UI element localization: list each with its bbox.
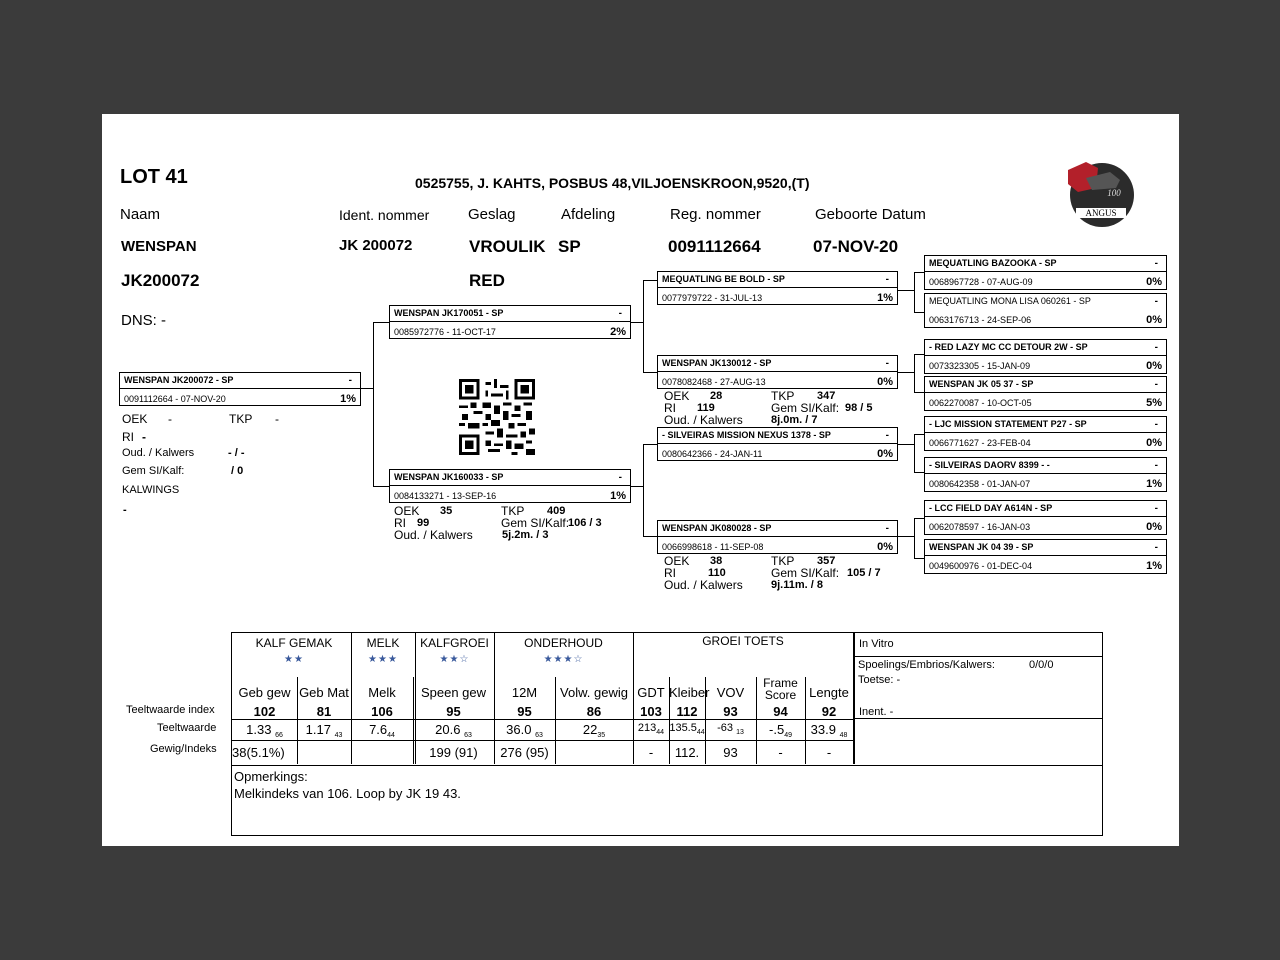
ebv-table bbox=[231, 632, 1103, 836]
stars-kalf-gemak: ★★ bbox=[284, 654, 304, 665]
spoelings-value: 0/0/0 bbox=[1029, 659, 1054, 671]
subject-gem-value: / 0 bbox=[231, 465, 244, 477]
box-name: - LCC FIELD DAY A614N - SP bbox=[929, 503, 1053, 513]
lot-sheet bbox=[102, 114, 1179, 846]
owner-info: 0525755, J. KAHTS, POSBUS 48,VILJOENSKROON,9520,(T) bbox=[415, 175, 810, 191]
box-pct: 0% bbox=[1146, 437, 1162, 449]
box-name: - SILVEIRAS MISSION NEXUS 1378 - SP bbox=[662, 430, 831, 440]
gp2-tkp-value: 347 bbox=[817, 390, 836, 402]
connector bbox=[373, 486, 389, 487]
box-name: WENSPAN JK 04 39 - SP bbox=[929, 542, 1034, 552]
animal-dob: 07-NOV-20 bbox=[813, 237, 899, 256]
box-dash: - bbox=[1154, 419, 1158, 430]
gp4-gem-value: 105 / 7 bbox=[847, 567, 881, 579]
gp2-gem-label: Gem SI/Kalf: bbox=[771, 401, 840, 415]
row-label-gewig: Gewig/Indeks bbox=[150, 743, 217, 755]
animal-name: WENSPAN bbox=[121, 238, 197, 255]
col-geb-gew: Geb gew bbox=[238, 685, 291, 700]
gp4-tkp-value: 357 bbox=[817, 555, 836, 567]
connector bbox=[914, 518, 924, 519]
col-geb-mat: Geb Mat bbox=[299, 685, 349, 700]
lot-number: LOT 41 bbox=[120, 166, 188, 188]
box-sub: 0062270087 - 10-OCT-05 bbox=[929, 398, 1032, 408]
tw-speen-gew bbox=[413, 722, 494, 739]
subject-gem-label: Gem SI/Kalf: bbox=[122, 465, 185, 477]
gp4-ri-label: RI bbox=[664, 566, 676, 580]
index-melk: 106 bbox=[371, 704, 393, 719]
toetse-label: Toetse: - bbox=[858, 674, 901, 686]
gewig-frame-score: - bbox=[778, 745, 783, 760]
box-name: WENSPAN JK130012 - SP bbox=[662, 358, 772, 368]
great-grandparent-box bbox=[924, 376, 1167, 411]
box-sub: 0078082468 - 27-AUG-13 bbox=[662, 377, 766, 387]
tw-accuracy: 49 bbox=[784, 732, 792, 739]
header-ident: Ident. nommer bbox=[339, 207, 430, 223]
gp4-oek-label: OEK bbox=[664, 554, 690, 568]
connector bbox=[914, 272, 924, 273]
subject-ri-value: - bbox=[142, 430, 146, 444]
header-geslag: Geslag bbox=[468, 206, 516, 223]
connector bbox=[643, 536, 657, 537]
gp2-oek-label: OEK bbox=[664, 389, 690, 403]
box-pct: 0% bbox=[877, 376, 893, 388]
connector bbox=[643, 280, 657, 281]
spoelings-label: Spoelings/Embrios/Kalwers: bbox=[858, 659, 995, 671]
gewig-gdt: - bbox=[648, 745, 654, 760]
animal-section: SP bbox=[558, 237, 581, 256]
connector bbox=[898, 536, 914, 537]
connector bbox=[914, 518, 915, 558]
connector bbox=[914, 312, 924, 313]
tw-value: 33.9 bbox=[810, 722, 836, 737]
table-rule bbox=[854, 633, 855, 764]
index-lengte: 92 bbox=[821, 704, 837, 719]
index-vov: 93 bbox=[723, 704, 738, 719]
index-volw-gewig: 86 bbox=[586, 704, 602, 719]
tw-accuracy: 48 bbox=[839, 732, 848, 739]
gp4-oud-value: 9j.11m. / 8 bbox=[771, 579, 823, 591]
gp4-oek-value: 38 bbox=[710, 555, 723, 567]
header-reg: Reg. nommer bbox=[670, 206, 761, 223]
col-frame-score: Frame Score bbox=[763, 676, 798, 702]
box-dash: - bbox=[618, 472, 622, 483]
dam-oek-label: OEK bbox=[394, 504, 420, 518]
gp2-gem-value: 98 / 5 bbox=[845, 402, 873, 414]
connector bbox=[631, 486, 643, 487]
table-rule bbox=[232, 765, 1102, 766]
gewig-geb-gew: 38(5.1%) bbox=[232, 745, 285, 760]
subject-kalwings-value: - bbox=[123, 504, 127, 516]
animal-color: RED bbox=[469, 271, 505, 290]
box-sub: 0062078597 - 16-JAN-03 bbox=[929, 522, 1031, 532]
tw-value: 22 bbox=[582, 722, 598, 737]
tw-volw-gewig bbox=[555, 722, 633, 739]
tw-accuracy: 35 bbox=[597, 732, 606, 739]
box-name: - LJC MISSION STATEMENT P27 - SP bbox=[929, 419, 1087, 429]
box-dash: - bbox=[618, 308, 622, 319]
tw-value: 213 bbox=[637, 722, 657, 734]
tw-12m bbox=[494, 722, 555, 739]
animal-sex: VROULIK bbox=[469, 237, 546, 256]
connector bbox=[898, 372, 914, 373]
box-pct: 2% bbox=[610, 326, 626, 338]
connector bbox=[373, 322, 389, 323]
group-groei-toets: GROEI TOETS bbox=[702, 634, 784, 648]
tw-accuracy: 43 bbox=[334, 732, 343, 739]
box-name: WENSPAN JK170051 - SP bbox=[394, 308, 504, 318]
header-afdeling: Afdeling bbox=[561, 206, 616, 223]
grandparent-box bbox=[657, 355, 898, 389]
box-dash: - bbox=[1154, 379, 1158, 390]
dam-tkp-label: TKP bbox=[501, 504, 525, 518]
animal-dns: DNS: - bbox=[121, 312, 166, 329]
remarks-text: Melkindeks van 106. Loop by JK 19 43. bbox=[234, 786, 461, 801]
table-rule bbox=[232, 740, 853, 741]
tw-value: 7.6 bbox=[369, 722, 388, 737]
col-lengte: Lengte bbox=[809, 685, 849, 700]
box-pct: 0% bbox=[1146, 360, 1162, 372]
index-gdt: 103 bbox=[640, 704, 662, 719]
col-volw-gewig: Volw. gewig bbox=[560, 685, 628, 700]
qr-code bbox=[458, 379, 536, 455]
table-rule bbox=[232, 719, 853, 720]
header-geboorte: Geboorte Datum bbox=[815, 206, 926, 223]
box-sub: 0066998618 - 11-SEP-08 bbox=[662, 542, 764, 552]
dam-box bbox=[389, 469, 631, 503]
box-pct: 5% bbox=[1146, 397, 1162, 409]
tw-value: 20.6 bbox=[435, 722, 461, 737]
box-dash: - bbox=[885, 274, 889, 285]
header-naam: Naam bbox=[120, 206, 161, 223]
connector bbox=[914, 272, 915, 312]
inent-label: Inent. - bbox=[859, 706, 894, 718]
subject-oek-value: - bbox=[168, 412, 172, 426]
tw-frame-score bbox=[756, 722, 805, 739]
grandparent-box bbox=[657, 271, 898, 305]
box-dash: - bbox=[1154, 460, 1158, 471]
box-dash: - bbox=[1154, 542, 1158, 553]
svg-text:ANGUS: ANGUS bbox=[1085, 208, 1117, 218]
tw-accuracy: 44 bbox=[387, 732, 395, 739]
great-grandparent-box bbox=[924, 416, 1167, 451]
animal-reg: 0091112664 bbox=[668, 237, 761, 256]
tw-geb-mat bbox=[297, 722, 351, 739]
great-grandparent-box bbox=[924, 500, 1167, 535]
tw-melk bbox=[351, 722, 413, 739]
connector bbox=[643, 372, 657, 373]
tw-value: -.5 bbox=[769, 722, 785, 737]
great-grandparent-box bbox=[924, 293, 1167, 328]
great-grandparent-box bbox=[924, 339, 1167, 374]
in-vitro-label: In Vitro bbox=[859, 638, 894, 650]
group-onderhoud: ONDERHOUD bbox=[524, 636, 603, 650]
connector bbox=[898, 444, 914, 445]
gp2-oud-value: 8j.0m. / 7 bbox=[771, 414, 818, 426]
subject-ri-label: RI bbox=[122, 430, 134, 444]
dam-oud-value: 5j.2m. / 3 bbox=[502, 529, 549, 541]
box-name: - RED LAZY MC CC DETOUR 2W - SP bbox=[929, 342, 1088, 352]
box-sub: 0077979722 - 31-JUL-13 bbox=[662, 293, 763, 303]
box-pct: 1% bbox=[877, 292, 893, 304]
row-label-tw: Teeltwaarde bbox=[157, 722, 217, 734]
gewig-vov: 93 bbox=[723, 745, 738, 760]
table-rule bbox=[854, 718, 1102, 719]
box-dash: - bbox=[348, 375, 352, 386]
col-gdt: GDT bbox=[637, 685, 665, 700]
box-name: WENSPAN JK 05 37 - SP bbox=[929, 379, 1034, 389]
gp4-oud-label: Oud. / Kalwers bbox=[664, 578, 743, 592]
box-sub: 0066771627 - 23-FEB-04 bbox=[929, 438, 1031, 448]
box-sub: 0049600976 - 01-DEC-04 bbox=[929, 561, 1033, 571]
dam-gem-value: 106 / 3 bbox=[568, 517, 602, 529]
subject-pedigree-box bbox=[119, 372, 361, 406]
box-dash: - bbox=[1154, 342, 1158, 353]
box-pct: 1% bbox=[340, 393, 356, 405]
subject-tkp-value: - bbox=[275, 412, 279, 426]
gp2-tkp-label: TKP bbox=[771, 389, 795, 403]
tw-lengte bbox=[805, 722, 853, 739]
gewig-speen-gew: 199 (91) bbox=[429, 745, 478, 760]
great-grandparent-box bbox=[924, 255, 1167, 290]
col-12m: 12M bbox=[511, 685, 538, 700]
gp4-tkp-label: TKP bbox=[771, 554, 795, 568]
svg-text:100: 100 bbox=[1107, 188, 1121, 198]
index-geb-mat: 81 bbox=[316, 704, 332, 719]
subject-oud-label: Oud. / Kalwers bbox=[122, 447, 195, 459]
col-melk: Melk bbox=[368, 685, 396, 700]
connector bbox=[373, 322, 374, 486]
box-pct: 0% bbox=[1146, 521, 1162, 533]
box-dash: - bbox=[885, 430, 889, 441]
tw-vov bbox=[705, 722, 756, 736]
row-label-index: Teeltwaarde index bbox=[126, 704, 215, 716]
index-kleiber: 112 bbox=[676, 704, 698, 719]
col-vov: VOV bbox=[716, 685, 745, 700]
box-sub: 0085972776 - 11-OCT-17 bbox=[394, 327, 496, 337]
connector bbox=[643, 444, 644, 536]
animal-code: JK200072 bbox=[121, 271, 200, 290]
col-kleiber: Kleiber bbox=[669, 685, 710, 700]
connector bbox=[631, 322, 643, 323]
connector bbox=[914, 354, 915, 392]
box-dash: - bbox=[885, 358, 889, 369]
box-pct: 0% bbox=[877, 541, 893, 553]
box-sub: 0080642366 - 24-JAN-11 bbox=[662, 449, 763, 459]
tw-accuracy: 63 bbox=[464, 732, 472, 739]
animal-ident: JK 200072 bbox=[339, 237, 413, 254]
box-name: MEQUATLING BE BOLD - SP bbox=[662, 274, 785, 284]
tw-value: 1.33 bbox=[246, 722, 272, 737]
tw-accuracy: 66 bbox=[275, 732, 283, 739]
subject-oek-label: OEK bbox=[122, 412, 148, 426]
angus-logo bbox=[1062, 158, 1140, 228]
box-name: MEQUATLING BAZOOKA - SP bbox=[929, 258, 1057, 268]
box-name: - SILVEIRAS DAORV 8399 - - bbox=[929, 460, 1050, 470]
box-sub: 0091112664 - 07-NOV-20 bbox=[124, 394, 226, 404]
gp4-gem-label: Gem SI/Kalf: bbox=[771, 566, 840, 580]
connector bbox=[643, 280, 644, 372]
stars-melk: ★★★ bbox=[368, 654, 398, 665]
stars-onderhoud: ★★★☆ bbox=[543, 654, 584, 665]
box-sub: 0063176713 - 24-SEP-06 bbox=[929, 315, 1032, 325]
box-pct: 1% bbox=[610, 490, 626, 502]
sire-box bbox=[389, 305, 631, 339]
dam-ri-value: 99 bbox=[417, 517, 430, 529]
subject-oud-value: - / - bbox=[228, 447, 245, 459]
gp2-ri-label: RI bbox=[664, 401, 676, 415]
box-sub: 0073323305 - 15-JAN-09 bbox=[929, 361, 1031, 371]
box-sub: 0080642358 - 01-JAN-07 bbox=[929, 479, 1031, 489]
gp2-oud-label: Oud. / Kalwers bbox=[664, 413, 743, 427]
subject-tkp-label: TKP bbox=[229, 412, 253, 426]
remarks-label: Opmerkings: bbox=[234, 769, 308, 784]
dam-gem-label: Gem SI/Kalf: bbox=[501, 516, 570, 530]
tw-value: 135.5 bbox=[669, 722, 697, 734]
connector bbox=[914, 434, 924, 435]
dam-tkp-value: 409 bbox=[547, 505, 566, 517]
connector bbox=[914, 392, 924, 393]
group-kalf-gemak: KALF GEMAK bbox=[255, 636, 333, 650]
tw-accuracy: 44 bbox=[696, 729, 705, 736]
box-name: WENSPAN JK200072 - SP bbox=[124, 375, 234, 385]
tw-value: 36.0 bbox=[506, 722, 532, 737]
box-dash: - bbox=[1154, 296, 1158, 307]
great-grandparent-box bbox=[924, 457, 1167, 492]
connector bbox=[914, 472, 924, 473]
stars-kalfgroei: ★★☆ bbox=[439, 654, 470, 665]
connector bbox=[914, 354, 924, 355]
box-pct: 1% bbox=[1146, 478, 1162, 490]
gp4-ri-value: 110 bbox=[708, 567, 726, 579]
dam-oek-value: 35 bbox=[440, 505, 453, 517]
box-name: WENSPAN JK080028 - SP bbox=[662, 523, 772, 533]
index-12m: 95 bbox=[517, 704, 532, 719]
tw-kleiber bbox=[669, 722, 705, 736]
grandparent-box bbox=[657, 520, 898, 554]
index-frame-score: 94 bbox=[773, 704, 788, 719]
box-sub: 0084133271 - 13-SEP-16 bbox=[394, 491, 497, 501]
col-speen-gew: Speen gew bbox=[420, 685, 487, 700]
index-geb-gew: 102 bbox=[253, 704, 276, 719]
box-dash: - bbox=[1154, 258, 1158, 269]
table-rule bbox=[854, 656, 1102, 657]
tw-value: 1.17 bbox=[305, 722, 331, 737]
grandparent-box bbox=[657, 427, 898, 461]
box-pct: 0% bbox=[877, 448, 893, 460]
connector bbox=[914, 434, 915, 472]
dam-oud-label: Oud. / Kalwers bbox=[394, 528, 473, 542]
index-speen-gew: 95 bbox=[446, 704, 461, 719]
group-melk: MELK bbox=[366, 636, 400, 650]
connector bbox=[361, 388, 373, 389]
connector bbox=[898, 290, 914, 291]
tw-accuracy: 13 bbox=[736, 729, 744, 736]
great-grandparent-box bbox=[924, 539, 1167, 574]
tw-gdt bbox=[633, 722, 669, 736]
tw-accuracy: 63 bbox=[535, 732, 543, 739]
tw-value: -63 bbox=[717, 722, 734, 734]
dam-ri-label: RI bbox=[394, 516, 406, 530]
box-pct: 0% bbox=[1146, 276, 1162, 288]
gp2-oek-value: 28 bbox=[710, 390, 723, 402]
group-kalfgroei: KALFGROEI bbox=[420, 636, 489, 650]
box-name: MEQUATLING MONA LISA 060261 - SP bbox=[929, 296, 1091, 306]
connector bbox=[914, 558, 924, 559]
gewig-12m: 276 (95) bbox=[500, 745, 549, 760]
connector bbox=[643, 444, 657, 445]
box-pct: 1% bbox=[1146, 560, 1162, 572]
gewig-lengte: - bbox=[826, 745, 832, 760]
tw-geb-gew bbox=[232, 722, 297, 739]
tw-accuracy: 44 bbox=[656, 729, 665, 736]
box-name: WENSPAN JK160033 - SP bbox=[394, 472, 504, 482]
gp2-ri-value: 119 bbox=[697, 402, 715, 414]
gewig-kleiber: 112. bbox=[674, 745, 700, 760]
subject-kalwings-label: KALWINGS bbox=[122, 484, 180, 496]
box-dash: - bbox=[885, 523, 889, 534]
box-dash: - bbox=[1154, 503, 1158, 514]
box-sub: 0068967728 - 07-AUG-09 bbox=[929, 277, 1033, 287]
box-pct: 0% bbox=[1146, 314, 1162, 326]
